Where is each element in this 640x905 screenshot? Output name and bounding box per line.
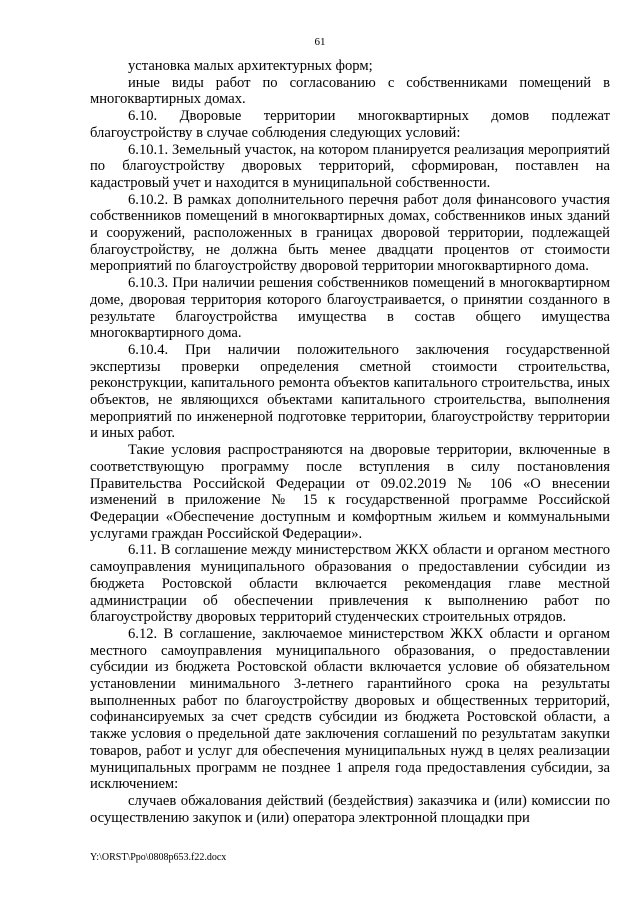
paragraph-conditions-scope: Такие условия распространяются на дворовые территории, включенные в соответствующую программу после вступления в силу постановления Правительства Российской Федерации от 09.02.2019 № 106 «О внесении изменений в приложение № 15 к государственной программе Российской Федерации «Обеспечение доступным и комфортным жильем и коммунальными услугами граждан Российской Федерации». (90, 442, 610, 542)
paragraph-bullet-other-works: иные виды работ по согласованию с собственниками помещений в многоквартирных домах. (90, 74, 610, 108)
paragraph-6-10-2: 6.10.2. В рамках дополнительного перечня работ доля финансового участия собственников помещений в многоквартирных домах, собственников иных зданий и сооружений, расположенных в границах дворовой территории, подлежащей благоустройству, не должна быть менее двадцати процентов от стоимости мероприятий по благоустройству дворовой территории многоквартирного дома. (90, 191, 610, 275)
paragraph-bullet-small-forms: установка малых архитектурных форм; (128, 58, 373, 74)
page-number: 61 (314, 36, 326, 48)
paragraph-6-12: 6.12. В соглашение, заключаемое министерством ЖКХ области и органом местного самоуправления муниципального образования, о предоставлении субсидии из бюджета Ростовской области включается условие об обязательном установлении минимального 3-летнего гарантийного срока на результаты выполненных работ по благоустройству дворовых и общественных территорий, софинансируемых за счет средств субсидии из бюджета Ростовской области, а также условия о предельной дате заключения соглашений по результатам закупки товаров, работ и услуг для обеспечения муниципальных нужд в целях реализации муниципальных программ не позднее 1 апреля года предоставления субсидии, за исключением: (90, 625, 610, 793)
document-body (90, 58, 610, 826)
paragraph-6-11: 6.11. В соглашение между министерством ЖКХ области и органом местного самоуправления муниципального образования о предоставлении субсидии из бюджета Ростовской области включается рекомендация главе местной администрации об обеспечении привлечения к выполнению работ по благоустройству дворовых территорий студенческих строительных отрядов. (90, 542, 610, 626)
footer-file-path: Y:\ORST\Ppo\0808p653.f22.docx (90, 852, 227, 863)
paragraph-6-10: 6.10. Дворовые территории многоквартирных домов подлежат благоустройству в случае соблюдения следующих условий: (90, 108, 610, 141)
paragraph-exceptions: случаев обжалования действий (бездействия) заказчика и (или) комиссии по осуществлению закупок и (или) оператора электронной площадки при (90, 792, 610, 826)
paragraph-6-10-3: 6.10.3. При наличии решения собственников помещений в многоквартирном доме, дворовая территория которого благоустраивается, о принятии созданного в результате благоустройства имущества в состав общего имущества многоквартирного дома. (90, 275, 610, 342)
paragraph-6-10-1: 6.10.1. Земельный участок, на котором планируется реализация мероприятий по благоустройству дворовых территорий, сформирован, поставлен на кадастровый учет и находится в муниципальной собственности. (90, 141, 610, 191)
paragraph-6-10-4: 6.10.4. При наличии положительного заключения государственной экспертизы проверки определения сметной стоимости строительства, реконструкции, капитального ремонта объектов капитального строительства, иных объектов, не являющихся объектами капитального строительства, выполнения мероприятий по инженерной подготовке территории, благоустройству территории и иных работ. (90, 341, 610, 442)
